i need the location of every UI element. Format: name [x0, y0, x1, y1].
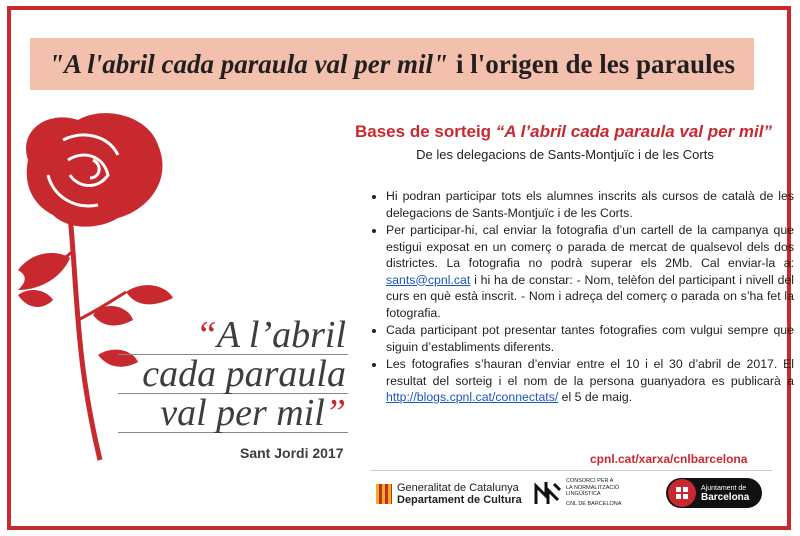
list-item: • Per participar-hi, cal enviar la fotografia d’un cartell de la campanya que estigui exposat en un comerç o parada de mercat de qualsevol dels dos districtes. La fotografia no podrà superar els 2Mb. Cal enviar-la a: sants@cpnl.cat i hi ha de constar: - Nom, telèfon del participant i nivell del curs en què està inscrit. - Nom i adreça del comerç o parada on s’ha fet la fotografia. — [386, 222, 794, 321]
generalitat-shield-icon — [376, 484, 392, 504]
list-item: • Cada participant pot presentar tantes fotografies com vulgui sempre que siguin d’establiments diferents. — [386, 322, 794, 355]
banner-rest: i l'origen de les paraules — [456, 48, 735, 79]
heading-title: “A l’abril cada paraula val per mil” — [495, 122, 772, 141]
event-label: Sant Jordi 2017 — [240, 445, 344, 461]
list-item: • Hi podran participar tots els alumnes inscrits als cursos de català de les delegacions de Sants-Montjuïc i de les Corts. — [386, 188, 794, 221]
slogan-line-1: “A l’abril — [118, 316, 348, 355]
title-banner — [30, 38, 754, 90]
slogan-line-3: val per mil” — [118, 394, 348, 433]
banner-quote: "A l'abril cada paraula val per mil" — [48, 48, 448, 79]
department-name: Departament de Cultura — [397, 494, 522, 506]
email-link[interactable]: sants@cpnl.cat — [386, 272, 471, 287]
campaign-slogan — [118, 316, 348, 433]
generalitat-logo — [376, 482, 522, 506]
blog-link[interactable]: http://blogs.cpnl.cat/connectats/ — [386, 390, 559, 404]
footer-divider — [370, 470, 772, 471]
generalitat-name: Generalitat de Catalunya — [397, 482, 519, 494]
cnl-logo: CONSORCI PER A LA NORMALITZACIÓ LINGÜÍSTICA CNL DE BARCELONA — [534, 478, 621, 507]
rules-heading — [355, 122, 775, 142]
rules-subheading: De les delegacions de Sants-Montjuïc i de les Corts — [416, 147, 714, 162]
cnl-logo-icon — [534, 480, 562, 506]
footer-url: cpnl.cat/xarxa/cnlbarcelona — [590, 452, 748, 466]
rules-list — [368, 188, 794, 407]
barcelona-seal-icon — [668, 479, 696, 507]
heading-prefix: Bases de sorteig — [355, 122, 492, 141]
list-item: • Les fotografies s’hauran d’enviar entre el 10 i el 30 d’abril de 2017. El resultat del sorteig i el nom de la persona guanyadora es publicarà a http://blogs.cpnl.cat/connectats/ el 5 de maig. — [386, 356, 794, 406]
slogan-line-2: cada paraula — [118, 355, 348, 394]
barcelona-logo: Ajuntament de Barcelona — [666, 478, 762, 508]
